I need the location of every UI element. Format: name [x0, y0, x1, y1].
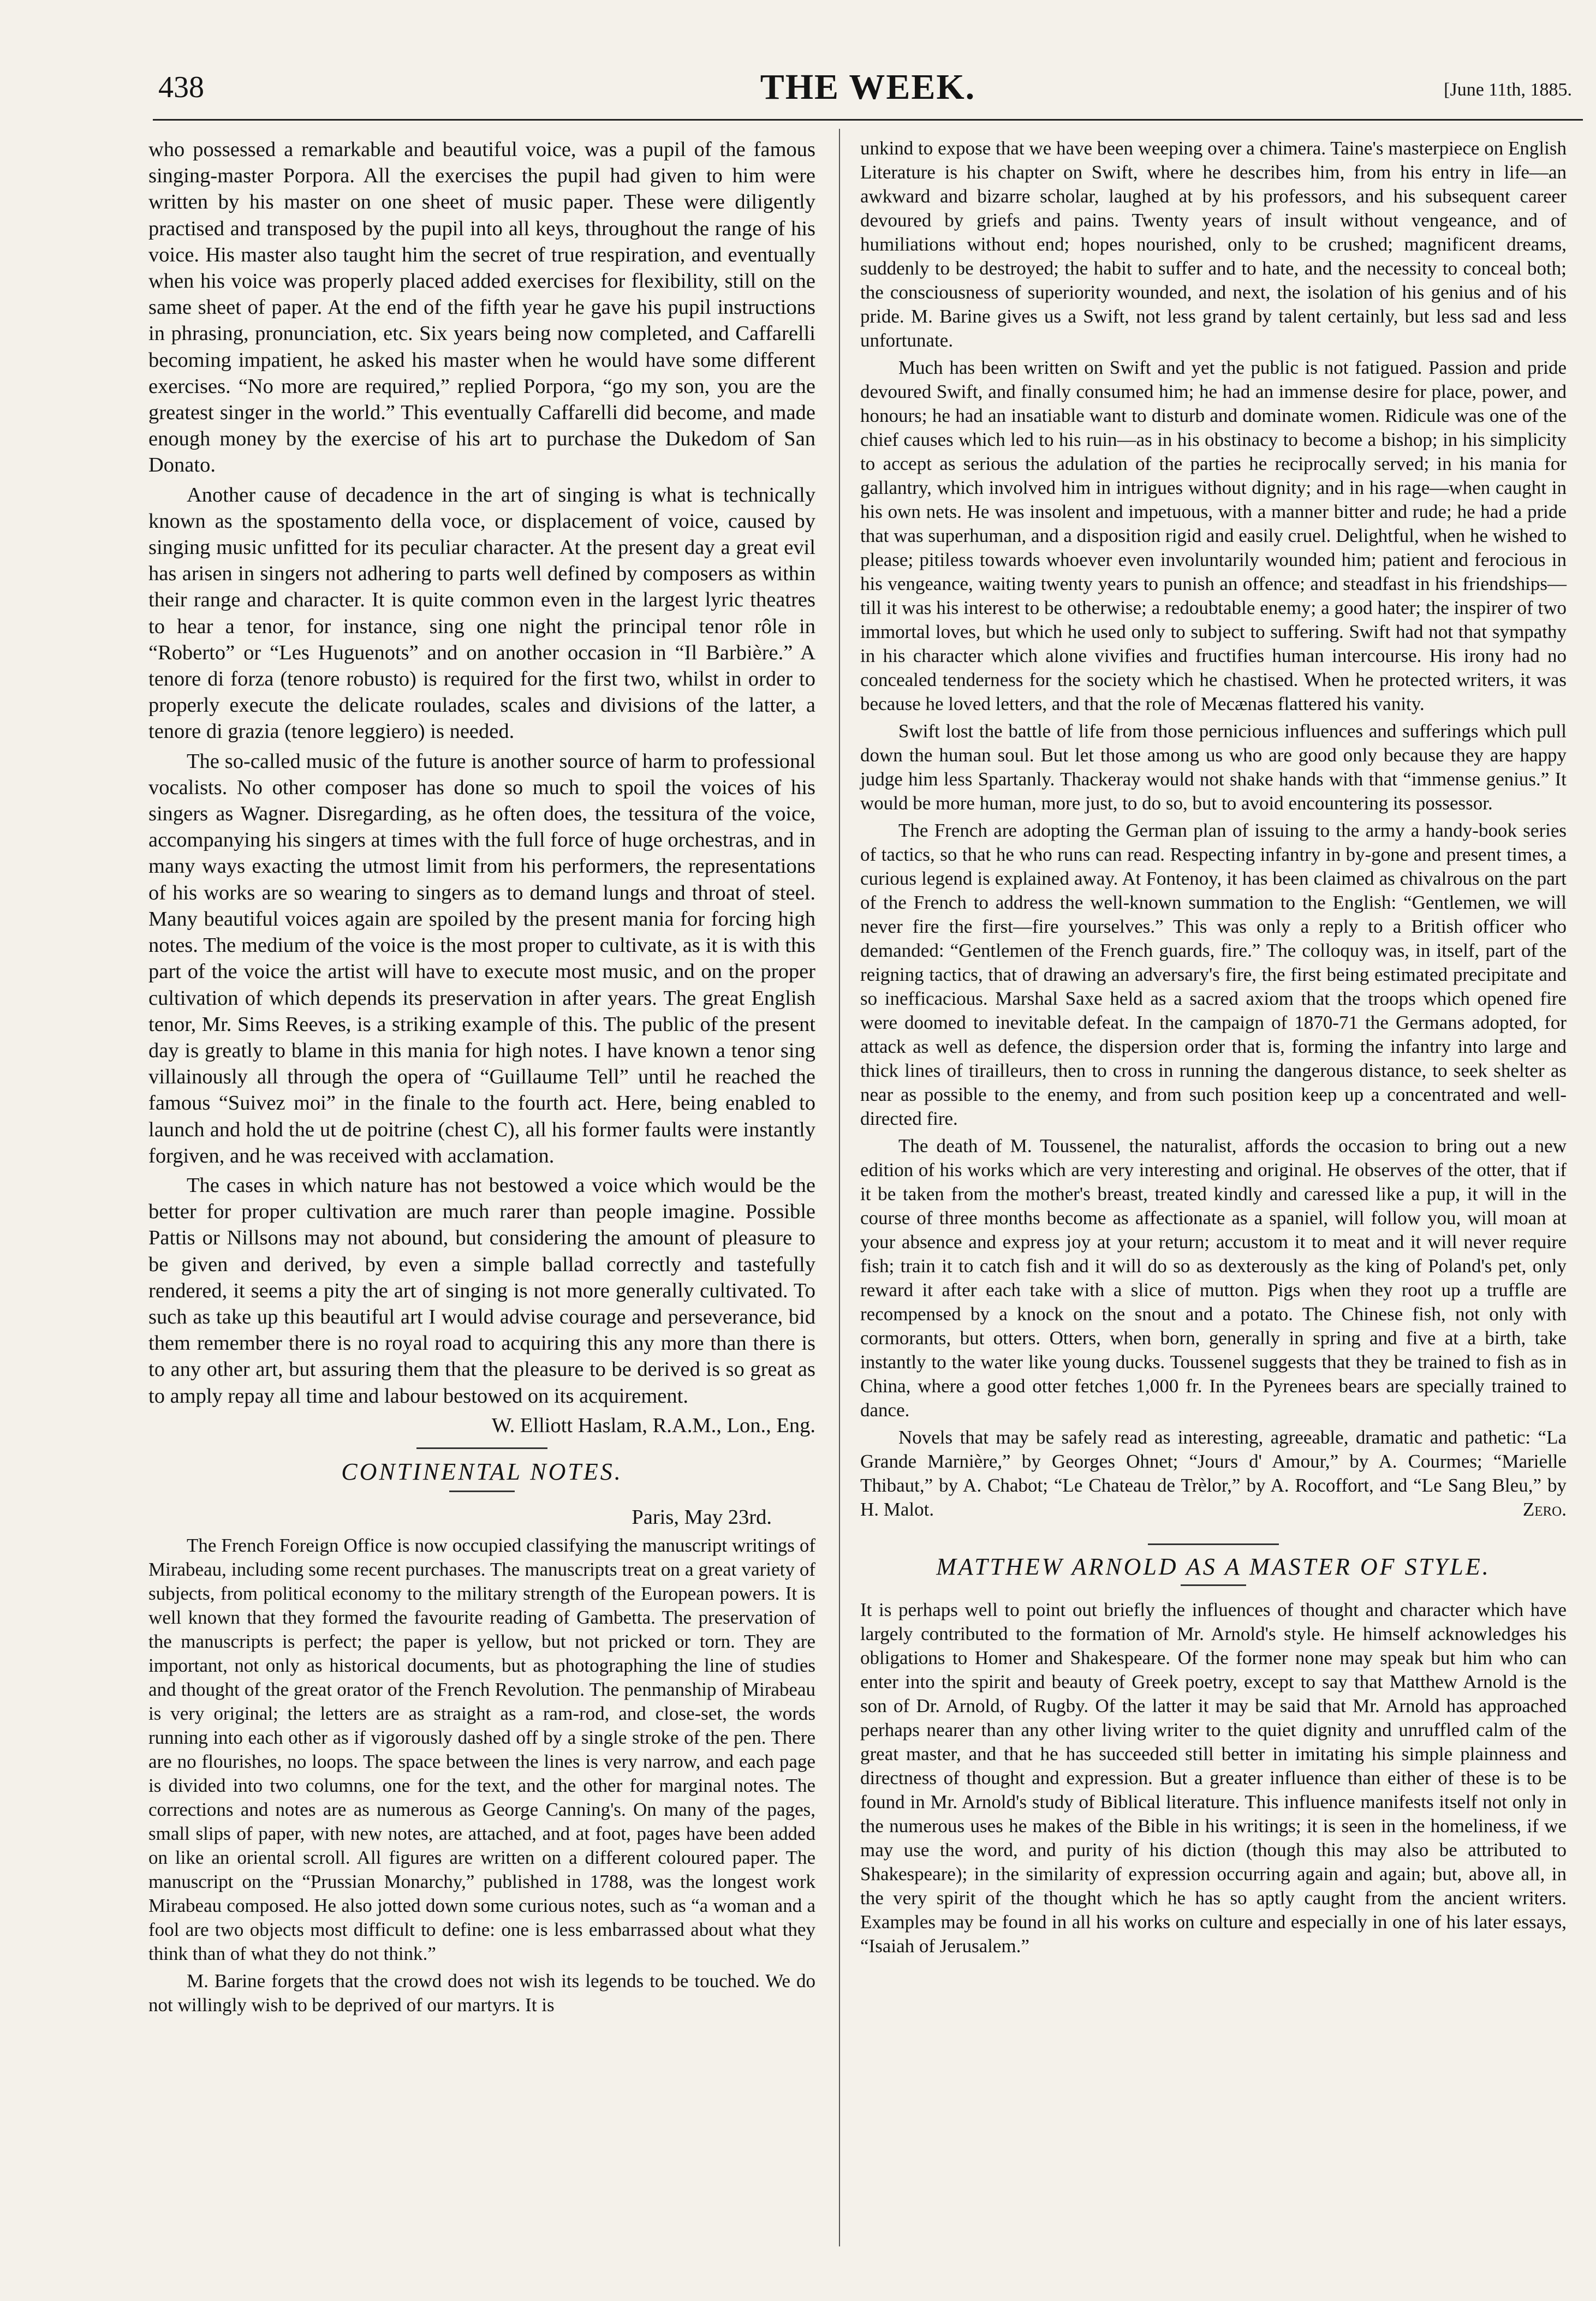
title-rule	[1181, 1584, 1246, 1586]
section-rule	[416, 1447, 547, 1449]
section-title-matthew-arnold: MATTHEW ARNOLD AS A MASTER OF STYLE.	[936, 1553, 1491, 1580]
paragraph: Another cause of decadence in the art of singing is what is technically known as the spostamento della voce, or displacement of voice, caused by singing music unfitted for its peculiar character. At the present day a great evil has arisen in singers not adhering to parts well defined by composers as within their range and character. It is quite common even in the largest lyric theatres to hear a tenor, for instance, sing one night the principal tenor rôle in “Roberto” or “Les Huguenots” and on another occasion in “Il Barbière.” A tenore di forza (tenore robusto) is required for the first two, whilst in order to properly execute the delicate roulades, scales and divisions of the latter, a tenore di grazia (tenore leggiero) is needed.	[148, 483, 815, 743]
author-signature: W. Elliott Haslam, R.A.M., Lon., Eng.	[491, 1414, 815, 1437]
author-signature: Zero.	[1522, 1499, 1567, 1520]
paragraph: It is perhaps well to point out briefly the influences of thought and character which have largely contributed to the formation of Mr. Arnold's style. He himself acknowledges his obligations to Homer and Shakespeare. Of the former none may speak but him who can enter into the spirit and beauty of Greek poetry, except to say that Matthew Arnold is the son of Dr. Arnold, of Rugby. Of the latter it may be said that Mr. Arnold has approached perhaps nearer than any other living writer to the quiet dignity and unruffled calm of the great master, and that he has succeeded still better in imitating his simple plainness and directness of thought and expression. But a greater influence than either of these is to be found in Mr. Arnold's study of Biblical literature. This influence manifests itself not only in the numerous uses he makes of the Bible in his writings; it is seen in the homeliness, if we may use the word, and purity of his diction (though this may also be attributed to Shakespeare); in the similarity of expression occurring again and again; but, above all, in the very spirit of the thought which he has so aptly caught from the ancient writers. Examples may be found in all his works on culture and especially in one of his later essays, “Isaiah of Jerusalem.”	[860, 1599, 1567, 1957]
section-title-continental-notes: CONTINENTAL NOTES.	[341, 1458, 623, 1485]
section-rule	[1148, 1543, 1279, 1545]
paragraph: unkind to expose that we have been weeping over a chimera. Taine's masterpiece on English Literature is his chapter on Swift, where he describes him, from his entry in life—an awkward and bizarre scholar, laughed at by his professors, and his subsequent career devoured by griefs and pains. Twenty years of insult without vengeance, and of humiliations without end; hopes nourished, only to be crushed; magnificent dreams, suddenly to be destroyed; the habit to suffer and to hate, and the necessity to conceal both; the consciousness of superiority wounded, and next, the isolation of his genius and of his pride. M. Barine gives us a Swift, not less grand by talent certainly, but less sad and less unfortunate.	[860, 138, 1567, 351]
paragraph	[860, 1426, 1567, 1522]
paragraph: The death of M. Toussenel, the naturalist, affords the occasion to bring out a new edition of his works which are very interesting and original. He observes of the otter, that if it be taken from the mother's breast, treated kindly and caressed like a pup, it will in the course of three months become as affectionate as a spaniel, will follow you, will moan at your absence and express joy at your return; accustom it to meat and it will never require fish; train it to catch fish and it will do so as dexterously as the king of Poland's pet, only reward it after each take with a slice of mutton. Pigs when they root up a truffle are recompensed by a knock on the snout and a potato. The Chinese fish, not only with cormorants, but otters. Otters, when born, generally in spring and five at a birth, take instantly to the water like young ducks. Toussenel suggests that they be trained to fish as in China, where a good otter fetches 1,000 fr. In the Pyrenees bears are specially trained to dance.	[860, 1135, 1567, 1421]
paragraph: The French are adopting the German plan of issuing to the army a handy-book series of tactics, so that he who runs can read. Respecting infantry in by-gone and present times, a curious legend is explained away. At Fontenoy, it has been claimed as chivalrous on the part of the French to address the well-known summation to the English: “Gentlemen, we will never fire the first—fire yourselves.” This was only a reply to a British officer who demanded: “Gentlemen of the French guards, fire.” The colloquy was, in itself, part of the reigning tactics, that of drawing an adversary's fire, the first being estimated precipitate and so inefficacious. Marshal Saxe held as a sacred axiom that the troops which opened fire were doomed to inevitable defeat. In the campaign of 1870-71 the Germans adopted, for attack as well as defence, the dispersion order that is, forming the infantry into large and thick lines of tirailleurs, then to cross in running the dangerous distance, to seek shelter as near as possible to the enemy, and from such position keep up a concentrated and well-directed fire.	[860, 820, 1567, 1129]
header-rule	[153, 119, 1583, 121]
paragraph-text: Novels that may be safely read as interesting, agreeable, dramatic and pathetic: “La Grande Marnière,” by Georges Ohnet; “Jours d' Amour,” by A. Courmes; “Marielle Thibaut,” by A. Chabot; “Le Chateau de Trèlor,” by A. Rocoffort, and “Le Sang Bleu,” by H. Malot.	[860, 1427, 1567, 1520]
paragraph: Much has been written on Swift and yet the public is not fatigued. Passion and pride devoured Swift, and finally consumed him; he had an immense desire for place, power, and honours; he had an insatiable want to disturb and dominate women. Ridicule was one of the chief causes which led to his ruin—as in his obstinacy to become a bishop; in his simplicity to accept as serious the adulation of the parties he reciprocally served; in his mania for gallantry, which involved him in intrigues without dignity; and in his rage—when caught in his own nets. He was insolent and impetuous, with a manner bitter and rude; he had a pride that was superhuman, and a disposition rigid and easily cruel. Delightful, when he wished to please; pitiless towards whoever even involuntarily wounded him; patient and ferocious in his vengeance, waiting twenty years to punish an offence; and steadfast in his friendships—till it was his interest to be otherwise; a redoubtable enemy; a good hater; the inspirer of two immortal loves, but which he used only to subject to suffering. Swift had not that sympathy in his character which alone vivifies and fructifies human intercourse. His irony had no concealed tenderness for the society which he chastised. When he protected writers, it was because he loved letters, and that the role of Mecænas flattered his vanity.	[860, 357, 1567, 714]
paragraph: The so-called music of the future is another source of harm to professional vocalists. No other composer has done so much to spoil the voices of his singers as Wagner. Disregarding, as he often does, the tessitura of the voice, accompanying his singers at times with the full force of huge orchestras, and in many ways exacting the utmost limit from his performers, the representations of his works are so wearing to singers as to demand lungs and throat of steel. Many beautiful voices again are spoiled by the present mania for forcing high notes. The medium of the voice is the most proper to cultivate, as it is with this part of the voice the artist will have to execute most music, and on the proper cultivation of which depends its preservation in after years. The great English tenor, Mr. Sims Reeves, is a striking example of this. The public of the present day is greatly to blame in this mania for high notes. I have known a tenor sing villainously all through the opera of “Guillaume Tell” until he reached the famous “Suivez moi” in the finale to the fourth act. Here, being enabled to launch and hold the ut de poitrine (chest C), all his former faults were instantly forgiven, and he was received with acclamation.	[148, 749, 815, 1167]
paragraph: who possessed a remarkable and beautiful voice, was a pupil of the famous singing-master Porpora. All the exercises the pupil had given to him were written by his master on one sheet of music paper. These were diligently practised and transposed by the pupil into all keys, throughout the range of his voice. His master also taught him the secret of true respiration, and eventually when his voice was properly placed added exercises for flexibility, still on the same sheet of paper. At the end of the fifth year he gave his pupil instructions in phrasing, pronunciation, etc. Six years being now completed, and Caffarelli becoming impatient, he asked his master when he would have some different exercises. “No more are required,” replied Porpora, “go my son, you are the greatest singer in the world.” This eventually Caffarelli did become, and made enough money by the exercise of his art to purchase the Dukedom of San Donato.	[148, 138, 815, 477]
page-number: 438	[158, 70, 204, 104]
title-rule	[449, 1491, 515, 1492]
paragraph: Swift lost the battle of life from those pernicious influences and sufferings which pull down the human soul. But let those among us who are good only because they are happy judge him less Spartanly. Thackeray would not shake hands with that “immense genius.” It would be more human, more just, to do so, but to avoid encountering its possessor.	[860, 720, 1567, 814]
left-column	[148, 136, 815, 2020]
right-column	[860, 136, 1567, 1962]
column-divider	[839, 129, 840, 2246]
journal-title: THE WEEK.	[760, 67, 976, 107]
paragraph: The cases in which nature has not bestowed a voice which would be the better for proper cultivation are much rarer than people imagine. Possible Pattis or Nillsons may not abound, but considering the amount of pleasure to be given and derived, by even a simple ballad correctly and tastefully rendered, it seems a pity the art of singing is not more generally cultivated. To such as take up this beautiful art I would advise courage and perseverance, bid them remember there is no royal road to acquiring this any more than there is to any other art, but assuring them that the pleasure to be derived is so great as to amply repay all time and labour bestowed on its acquirement.	[148, 1173, 815, 1408]
dateline: Paris, May 23rd.	[632, 1506, 772, 1529]
paragraph: M. Barine forgets that the crowd does not wish its legends to be touched. We do not willingly wish to be deprived of our martyrs. It is	[148, 1970, 815, 2016]
page-header	[153, 60, 1583, 115]
paragraph: The French Foreign Office is now occupied classifying the manuscript writings of Mirabeau, including some recent purchases. The manuscripts treat on a great variety of subjects, from political economy to the military strength of the European powers. It is well known that they formed the favourite reading of Gambetta. The preservation of the manuscripts is perfect; the paper is yellow, but not pricked or torn. They are important, not only as historical documents, but as photographing the line of studies and thought of the great orator of the French Revolution. The penmanship of Mirabeau is very original; the letters are as straight as a ram-rod, and close-set, the words running into each other as if vigorously dashed off by a single stroke of the pen. There are no flourishes, no loops. The space between the lines is very narrow, and each page is divided into two columns, one for the text, and the other for marginal notes. The corrections and notes are as numerous as George Canning's. On many of the pages, small slips of paper, with new notes, are attached, and at foot, pages have been added on like an oriental scroll. All figures are written on a different coloured paper. The manuscript on the “Prussian Monarchy,” published in 1788, was the longest work Mirabeau composed. He also jotted down some curious notes, such as “a woman and a fool are two objects most difficult to define: one is less embarrassed about what they think than of what they do not think.”	[148, 1535, 815, 1965]
issue-date: [June 11th, 1885.	[1444, 80, 1572, 100]
